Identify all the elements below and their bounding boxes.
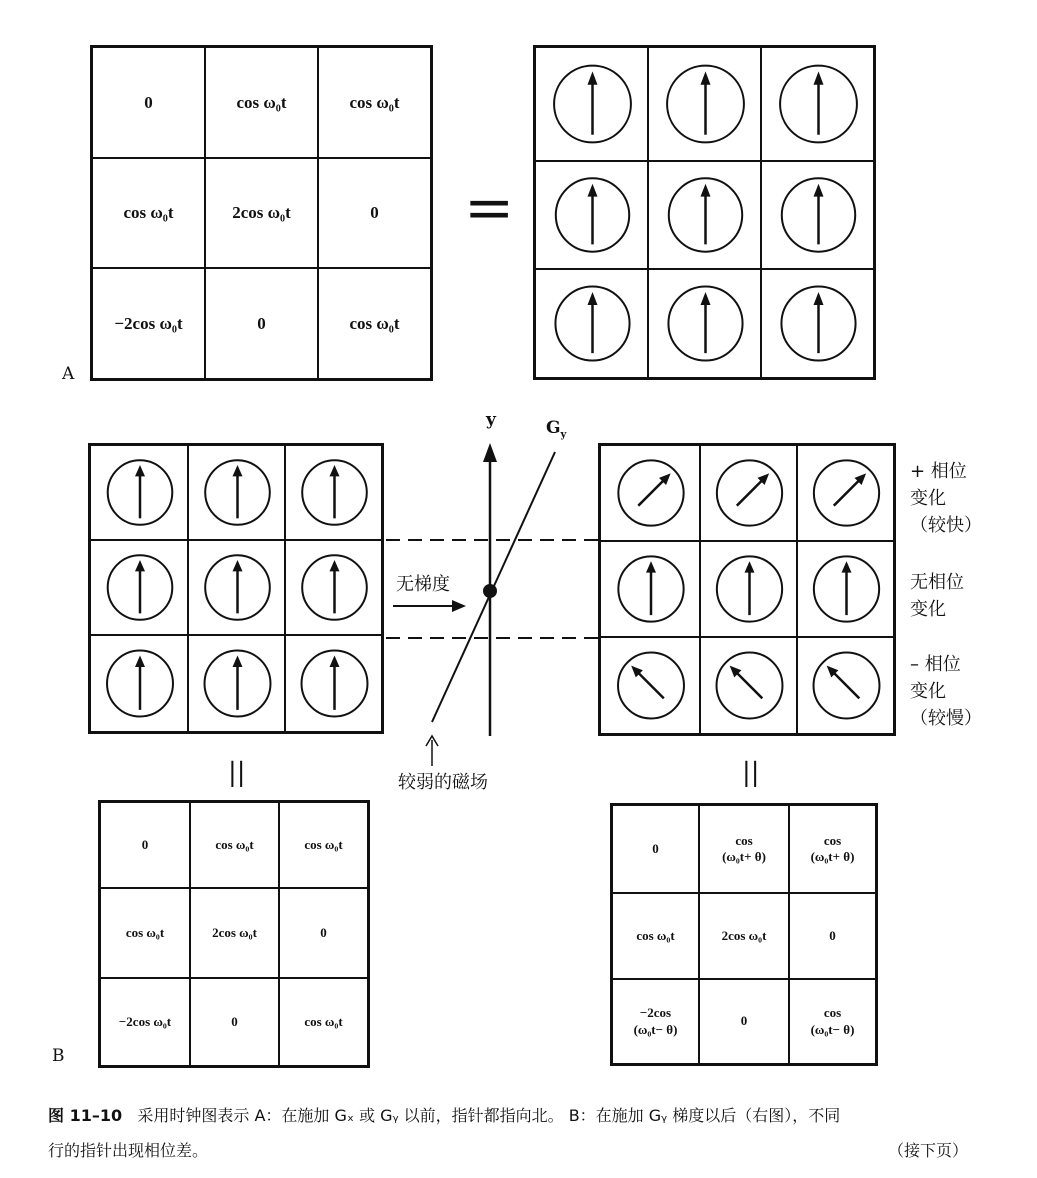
matrix-cell: 2cos ω₀t	[190, 888, 279, 978]
isocenter-dot	[483, 584, 497, 598]
equals-sign: =	[464, 173, 515, 243]
weak-field-label: 较弱的磁场	[398, 772, 488, 793]
equals-vertical-right: ||	[742, 758, 760, 788]
matrix-cell: cos ω₀t	[279, 802, 368, 888]
matrix-cell: cos ω₀t	[318, 268, 431, 379]
matrix-cell: cos ω₀t	[100, 888, 190, 978]
matrix-cell: cos ω₀t	[279, 978, 368, 1066]
matrix-cell: cos ω₀t	[92, 158, 205, 268]
matrix-cell: 0	[699, 979, 789, 1064]
matrix-cell: −2cos ω₀t	[92, 268, 205, 379]
figure-caption-line2: 行的指针出现相位差。	[48, 1141, 209, 1160]
y-axis-label: y	[486, 410, 496, 430]
gradient-label-main: G	[546, 418, 561, 438]
row-label-line: 变化	[910, 599, 946, 620]
matrix-cell: −2cos ω₀t	[100, 978, 190, 1066]
row-label-positive-phase	[910, 458, 982, 539]
matrix-cell: 0	[279, 888, 368, 978]
matrix-cell: −2cos (ω₀t− θ)	[612, 979, 699, 1064]
gradient-label-sub: y	[560, 429, 567, 441]
matrix-cell: cos ω₀t	[190, 802, 279, 888]
row-label-line: – 相位	[910, 654, 961, 675]
row-label-line: （较快）	[910, 515, 982, 536]
row-label-line: + 相位	[910, 461, 967, 482]
matrix-cell: cos (ω₀t+ θ)	[789, 805, 876, 893]
matrix-cell: cos (ω₀t− θ)	[789, 979, 876, 1064]
row-label-line: 无相位	[910, 572, 964, 593]
gradient-label	[546, 418, 566, 440]
matrix-cell: 0	[92, 47, 205, 158]
matrix-cell: 0	[100, 802, 190, 888]
matrix-cell: 0	[612, 805, 699, 893]
row-label-line: （较慢）	[910, 708, 982, 729]
caption-text: 采用时钟图表示 A：在施加 Gₓ 或 Gᵧ 以前，指针都指向北。 B：在施加 Gᵧ 梯度以后（右图），不同	[137, 1106, 841, 1125]
matrix-cell: 2cos ω₀t	[205, 158, 318, 268]
matrix-cell: 0	[318, 158, 431, 268]
figure-caption-line1	[48, 1103, 840, 1126]
figure-number: 图 11–10	[48, 1106, 123, 1125]
matrix-cell: 0	[789, 893, 876, 979]
no-gradient-arrowhead	[452, 600, 466, 612]
matrix-cell: 0	[190, 978, 279, 1066]
row-label-line: 变化	[910, 488, 946, 509]
matrix-cell: cos (ω₀t+ θ)	[699, 805, 789, 893]
matrix-cell: 2cos ω₀t	[699, 893, 789, 979]
matrix-cell: cos ω₀t	[318, 47, 431, 158]
matrix-cell: cos ω₀t	[205, 47, 318, 158]
equals-vertical-left: ||	[228, 758, 246, 788]
panel-b-label: B	[52, 1046, 65, 1066]
row-label-negative-phase	[910, 651, 982, 732]
continued-note: （接下页）	[888, 1141, 969, 1160]
matrix-cell: cos ω₀t	[612, 893, 699, 979]
row-label-no-phase	[910, 569, 964, 623]
row-label-line: 变化	[910, 681, 946, 702]
matrix-cell: 0	[205, 268, 318, 379]
panel-a-label: A	[62, 364, 75, 384]
no-gradient-label: 无梯度	[396, 574, 450, 595]
y-axis-arrowhead	[483, 443, 497, 462]
